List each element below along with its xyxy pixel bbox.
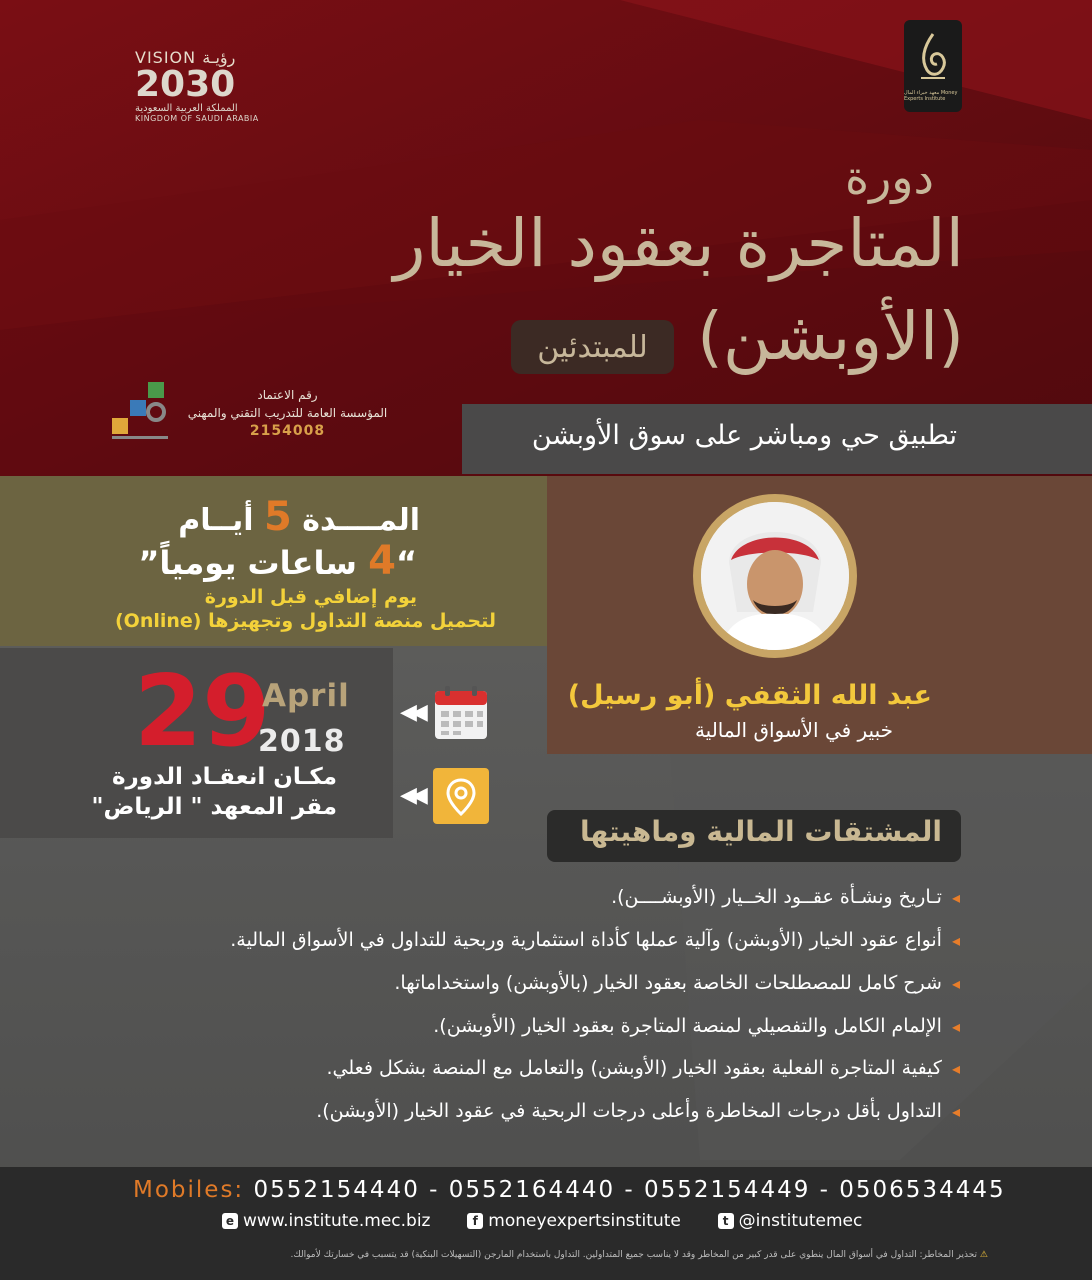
internet-explorer-icon: e	[222, 1213, 238, 1229]
trainer-name: عبد الله الثقفي (أبو رسيل)	[567, 680, 932, 711]
date-day: 29	[134, 655, 271, 769]
twitter-icon: t	[718, 1213, 734, 1229]
accreditation-number: 2154008	[249, 423, 326, 439]
date-year: 2018	[258, 724, 346, 759]
accreditation-label: رقم الاعتماد	[257, 388, 318, 402]
vision-country-ar: المملكة العربية السعودية	[135, 103, 238, 114]
date-month: April	[262, 678, 350, 714]
bullet-icon: ◂	[951, 1059, 960, 1078]
twitter-link[interactable]: @institutemec	[738, 1211, 863, 1231]
topic-item: ◂تـاريخ ونشـأة عقــود الخــيار (الأوبشــــن).	[611, 886, 960, 908]
facebook-link[interactable]: moneyexpertsinstitute	[488, 1211, 681, 1231]
vision-2030-logo	[135, 48, 265, 123]
venue-label: مكـان انعقـاد الدورة	[111, 764, 337, 790]
extra-day-line1: يوم إضافي قبل الدورة	[204, 586, 417, 608]
extra-day-line2: لتحميل منصة التداول وتجهيزها (Online)	[114, 610, 496, 632]
risk-warning-text: تحذير المخاطر: التداول في أسواق المال ينطوي على قدر كبير من المخاطر وقد لا يناسب جميع المتداولين. التداول باستخدام المارجن (التسهيلات البنكية) قد يتسبب في خسارتك لأموالك.	[290, 1250, 978, 1260]
bullet-icon: ◂	[951, 974, 960, 993]
bullet-icon: ◂	[951, 888, 960, 907]
hours-text: ساعات يومياً	[159, 544, 357, 582]
risk-warning	[290, 1250, 988, 1260]
topic-item: ◂شرح كامل للمصطلحات الخاصة بعقود الخيار (بالأوبشن) واستخداماتها.	[394, 972, 960, 994]
calligraphy-logo-icon	[913, 30, 953, 86]
mobiles-list[interactable]: 0552154440 - 0552164440 - 0552154449 - 0506534445	[253, 1177, 1006, 1203]
days-word: أيــام	[178, 503, 254, 538]
location-pin-icon	[433, 768, 489, 824]
venue-location: مقر المعهد " الرياض"	[91, 794, 337, 820]
facebook-icon: f	[467, 1213, 483, 1229]
bullet-icon: ◂	[951, 931, 960, 950]
course-title: المتاجرة بعقود الخيار	[393, 205, 964, 282]
course-title-sub: (الأوبشن)	[697, 298, 964, 375]
mobiles-label: Mobiles:	[133, 1177, 245, 1203]
topic-item: ◂الإلمام الكامل والتفصيلي لمنصة المتاجرة بعقود الخيار (الأوبشن).	[433, 1015, 960, 1037]
topic-item: ◂كيفية المتاجرة الفعلية بعقود الخيار (الأوبشن) والتعامل مع المنصة بشكل فعلي.	[326, 1057, 960, 1079]
trainer-avatar-icon	[701, 502, 849, 650]
level-badge: للمبتدئين	[511, 320, 674, 374]
days-number: 5	[263, 494, 292, 540]
course-label: دورة	[844, 150, 934, 204]
vision-country-en: KINGDOM OF SAUDI ARABIA	[135, 114, 259, 123]
double-left-arrow-icon: ◀◀	[400, 700, 422, 725]
accreditation-body: المؤسسة العامة للتدريب التقني والمهني	[187, 406, 388, 420]
duration-hours: “4 ساعات يومياً”	[138, 538, 417, 584]
topics-heading: المشتقات المالية وماهيتها	[580, 815, 942, 848]
accreditation-logo-icon	[112, 382, 168, 442]
hours-number: 4	[368, 538, 396, 584]
vision-year: 2030	[135, 64, 236, 105]
bullet-icon: ◂	[951, 1102, 960, 1121]
calendar-icon	[433, 685, 489, 741]
bullet-icon: ◂	[951, 1017, 960, 1036]
institute-logo	[904, 20, 962, 112]
duration-days	[178, 494, 420, 540]
contact-links	[222, 1211, 862, 1231]
vision-label: VISION رؤيـة	[135, 48, 236, 67]
double-left-arrow-icon: ◀◀	[400, 783, 422, 808]
topic-item: ◂أنواع عقود الخيار (الأوبشن) وآلية عملها كأداة استثمارية وربحية للتداول في الأسواق المالية.	[230, 929, 960, 951]
duration-label: المــــدة	[302, 503, 420, 538]
trainer-role: خبير في الأسواق المالية	[694, 718, 893, 742]
website-link[interactable]: www.institute.mec.biz	[243, 1211, 431, 1231]
accreditation-info	[180, 386, 395, 440]
warning-icon: ⚠	[979, 1250, 988, 1260]
banner-text: تطبيق حي ومباشر على سوق الأوبشن	[531, 420, 957, 451]
mobile-numbers	[133, 1177, 1006, 1203]
topic-item: ◂التداول بأقل درجات المخاطرة وأعلى درجات الربحية في عقود الخيار (الأوبشن).	[316, 1100, 960, 1122]
trainer-photo	[693, 494, 857, 658]
logo-caption: معهد خبراء المال Money Experts Institute	[904, 90, 958, 102]
